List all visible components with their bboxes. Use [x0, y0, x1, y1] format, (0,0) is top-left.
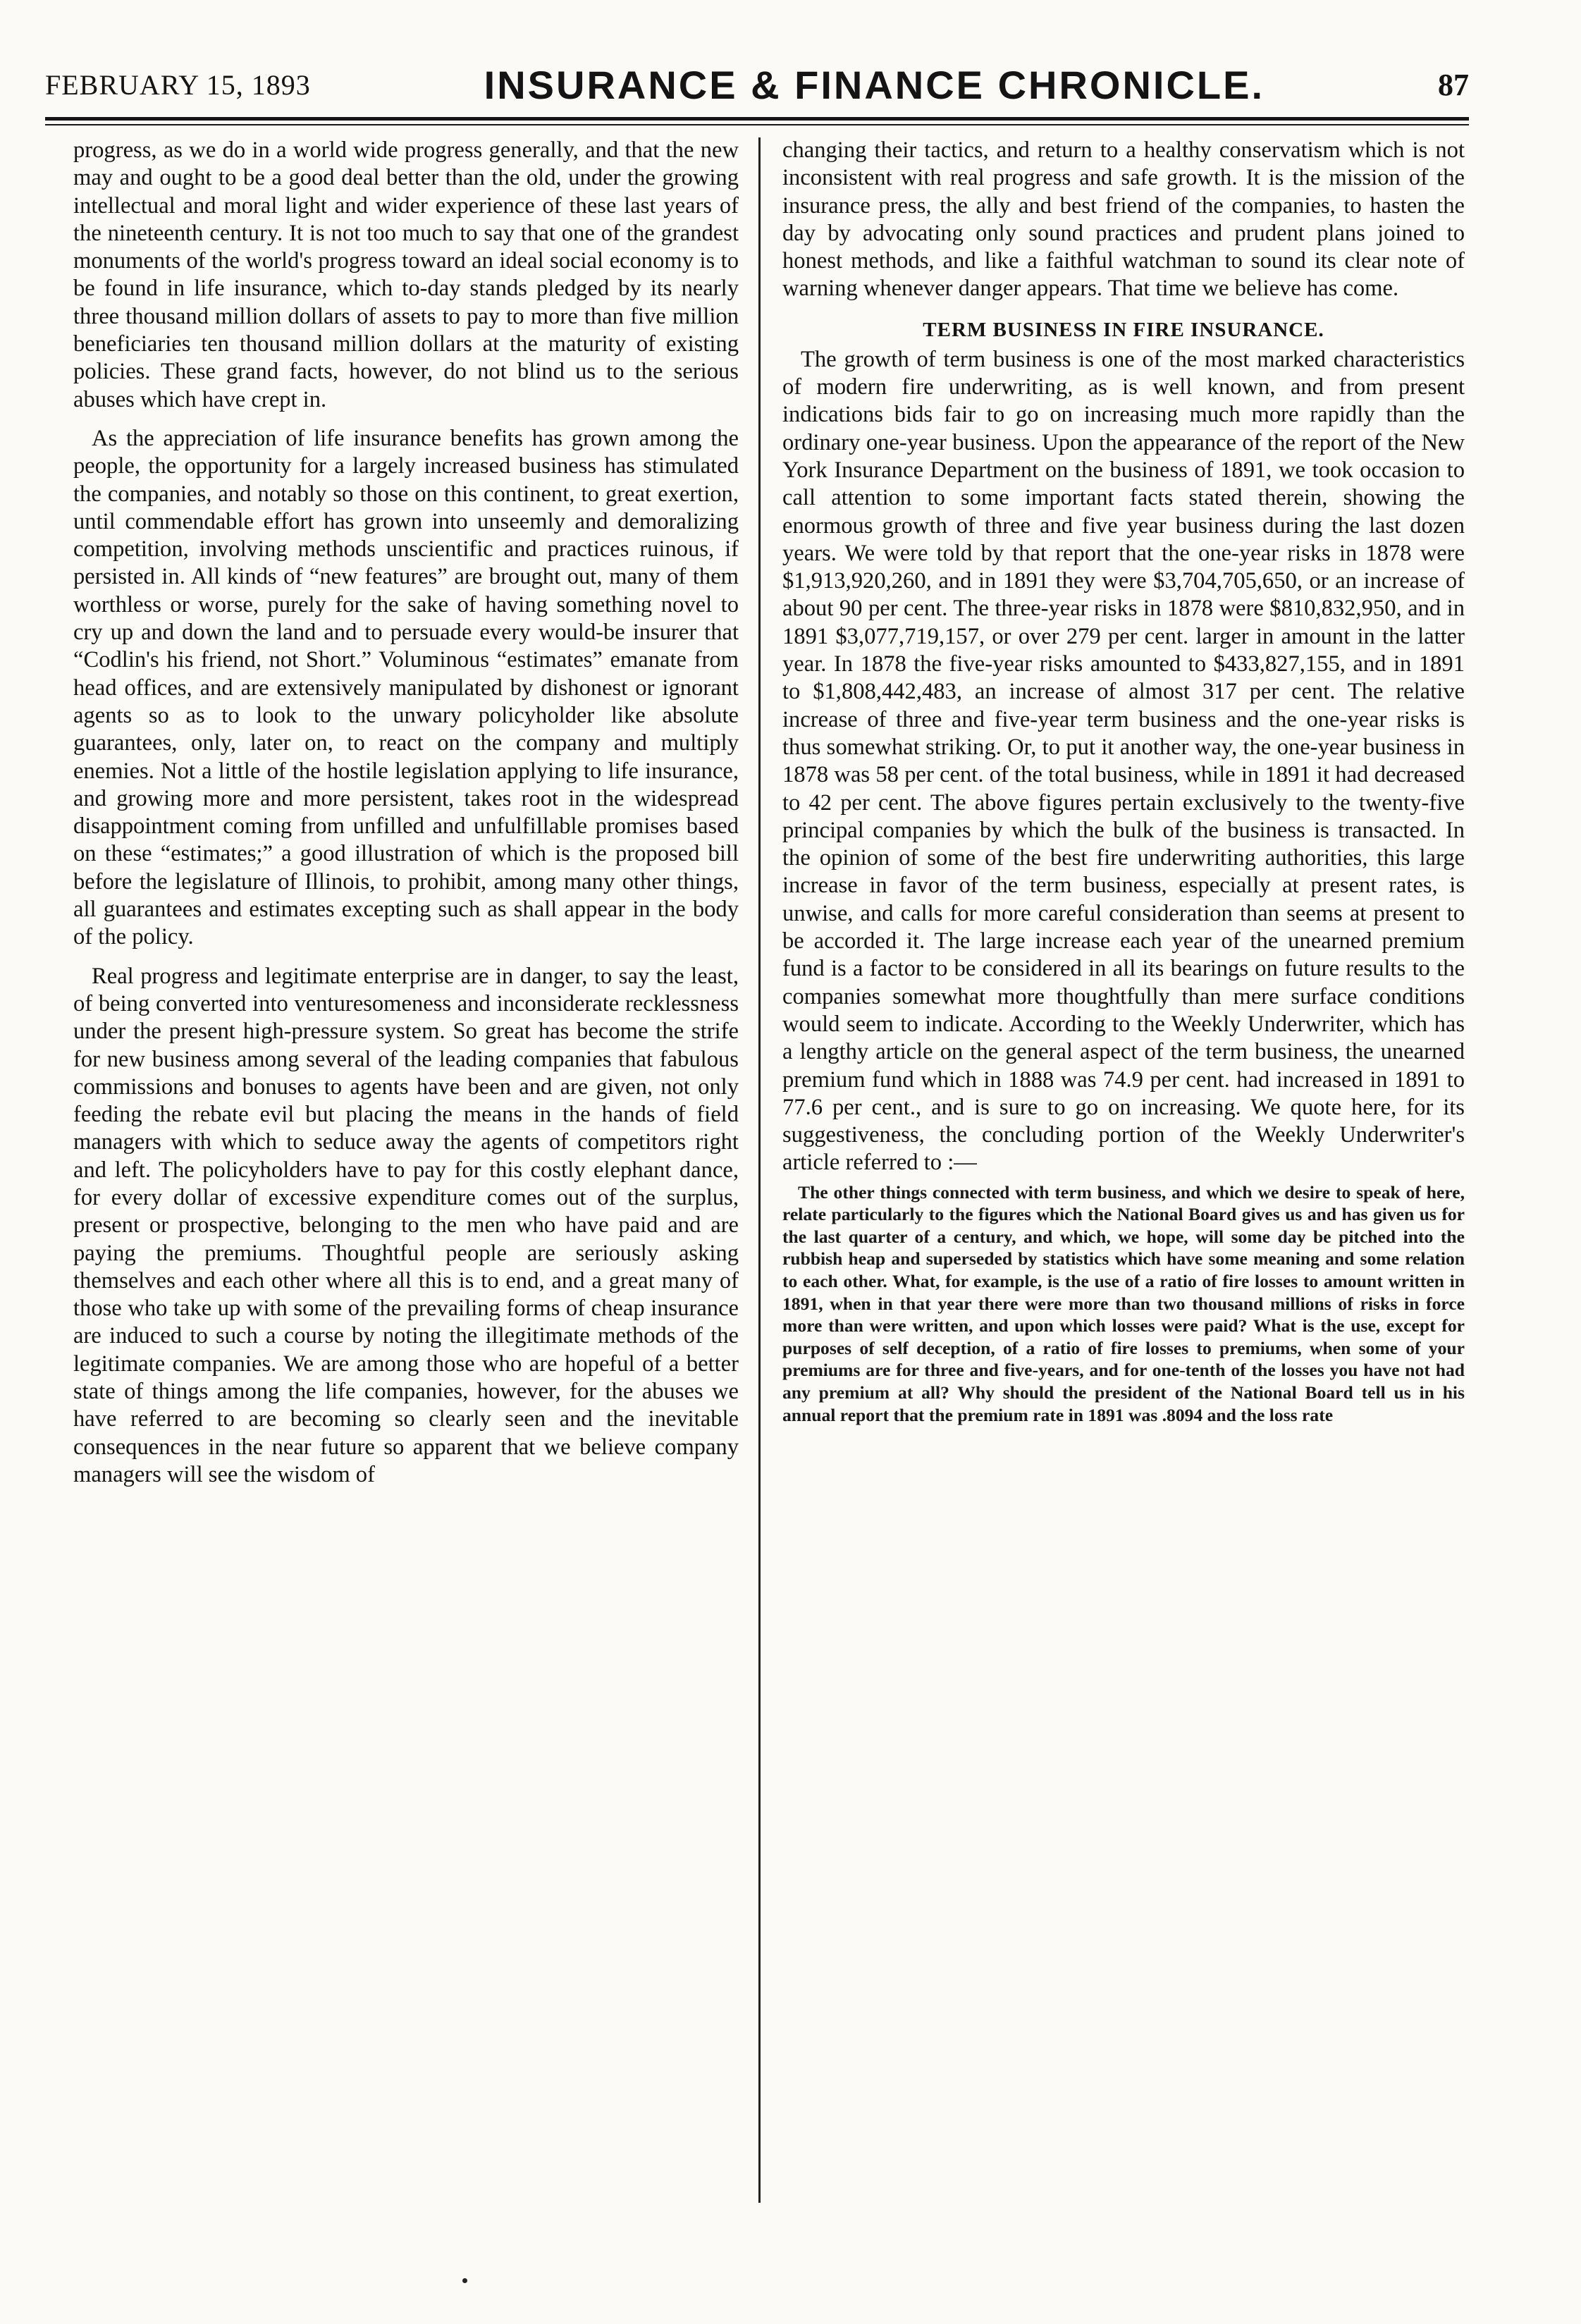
- right-column: [782, 137, 1465, 1426]
- issue-date: FEBRUARY 15, 1893: [45, 68, 311, 101]
- left-paragraph-3: Real progress and legitimate enterprise are in danger, to say the least, of being converted into venturesomeness and inconsiderate recklessness under the present high-pressure system. So great has become the strife for new business among several of the leading companies that fabulous commissions and bonuses to agents have been and are given, not only feeding the rebate evil but placing the means in the hands of field managers with which to seduce away the agents of competitors right and left. The policyholders have to pay for this costly elephant dance, for every dollar of excessive expenditure comes out of the surplus, present or prospective, belonging to the men who have paid and are paying the premiums. Thoughtful people are seriously asking themselves and each other where all this is to end, and a great many of those who take up with some of the prevailing forms of cheap insurance are induced to such a course by noting the illegitimate methods of the legitimate companies. We are among those who are hopeful of a better state of things among the life companies, however, for the abuses we have referred to are becoming so clearly seen and the inevitable consequences in the near future so apparent that we believe company managers will see the wisdom of: [73, 963, 739, 1487]
- publication-title: INSURANCE & FINANCE CHRONICLE.: [484, 62, 1265, 107]
- right-intro-paragraph: changing their tactics, and return to a healthy conservatism which is not inconsistent with real progress and safe growth. It is the mission of the insurance press, the ally and best friend of the companies, to hasten the day by advocating only sound practices and prudent plans joined to honest methods, and like a faithful watchman to sound its clear note of warning whenever danger appears. That time we believe has come.: [782, 137, 1465, 302]
- footer-mark: [462, 2278, 467, 2283]
- header-rule-thick: [45, 117, 1469, 121]
- left-paragraph-1: progress, as we do in a world wide progress generally, and that the new may and ought to be a good deal better than the old, under the growing intellectual and moral light and wider experience of these last years of the nineteenth century. It is not too much to say that one of the grandest monuments of the world's progress toward an ideal social economy is to be found in life insurance, which to-day stands pledged by its nearly three thousand million dollars of assets to pay to more than five million beneficiaries ten thousand million dollars at the maturity of existing policies. These grand facts, however, do not blind us to the serious abuses which have crept in.: [73, 137, 739, 412]
- section-paragraph: The growth of term business is one of the most marked characteristics of modern fire underwriting, as is well known, and from present indications bids fair to go on increasing much more rapidly than the ordinary one-year business. Upon the appearance of the report of the New York Insurance Department on the business of 1891, we took occasion to call attention to some important facts stated therein, showing the enormous growth of three and five year business during the last dozen years. We were told by that report that the one-year risks in 1878 were $1,913,920,260, and in 1891 they were $3,704,705,650, or an increase of about 90 per cent. The three-year risks in 1878 were $810,832,950, and in 1891 $3,077,719,157, or over 279 per cent. larger in amount in the latter year. In 1878 the five-year risks amounted to $433,827,155, and in 1891 to $1,808,442,483, an increase of almost 317 per cent. The relative increase of three and five-year term business and the one-year risks is thus somewhat striking. Or, to put it another way, the one-year business in 1878 was 58 per cent. of the total business, while in 1891 it had decreased to 42 per cent. The above figures pertain exclusively to the twenty-five principal companies by which the bulk of the business is transacted. In the opinion of some of the best fire underwriting authorities, this large increase in favor of the term business, especially at present rates, is unwise, and calls for more careful consideration than seems at present to be accorded it. The large increase each year of the unearned premium fund is a factor to be considered in all its bearings on future results to the companies somewhat more thoughtfully than mere surface conditions would seem to indicate. According to the Weekly Underwriter, which has a lengthy article on the general aspect of the term business, the unearned premium fund which in 1888 was 74.9 per cent. had increased in 1891 to 77.6 per cent., and is sure to go on increasing. We quote here, for its suggestiveness, the concluding portion of the Weekly Underwriter's article referred to :—: [782, 346, 1465, 1176]
- left-column: [73, 137, 739, 1489]
- page-header: [45, 59, 1469, 110]
- left-paragraph-2: As the appreciation of life insurance benefits has grown among the people, the opportunity for a largely increased business has stimulated the companies, and notably so those on this continent, to great exertion, until commendable effort has grown into unseemly and demoralizing competition, involving methods unscientific and practices ruinous, if persisted in. All kinds of “new features” are brought out, many of them worthless or worse, purely for the sake of having something novel to cry up and down the land and to persuade every would-be insurer that “Codlin's his friend, not Short.” Voluminous “estimates” emanate from head offices, and are extensively manipulated by dishonest or ignorant agents so as to look to the unwary policyholder like absolute guarantees, only, later on, to react on the company and multiply enemies. Not a little of the hostile legislation applying to life insurance, and growing more and more persistent, takes root in the widespread disappointment coming from unfilled and unfulfillable promises based on these “estimates;” a good illustration of which is the proposed bill before the legislature of Illinois, to prohibit, among many other things, all guarantees and estimates excepting such as shall appear in the body of the policy.: [73, 425, 739, 950]
- header-rule-thin: [45, 124, 1469, 125]
- section-heading: TERM BUSINESS IN FIRE INSURANCE.: [923, 318, 1324, 341]
- quoted-extract: The other things connected with term business, and which we desire to speak of here, relate particularly to the figures which the National Board gives us and has given us for the last quarter of a century, and which, we hope, will some day be pitched into the rubbish heap and superseded by statistics which have some meaning and some relation to each other. What, for example, is the use of a ratio of fire losses to amount written in 1891, when in that year there were more than two thousand millions of risks in force more than were written, and upon which losses were paid? What is the use, except for purposes of self deception, of a ratio of fire losses to premiums, when some of your premiums are for three and five-years, and for one-tenth of the losses you have not had any premium at all? Why should the president of the National Board tell us in his annual report that the premium rate in 1891 was .8094 and the loss rate: [782, 1181, 1465, 1425]
- column-divider: [758, 137, 761, 2203]
- page-number: 87: [1437, 67, 1469, 102]
